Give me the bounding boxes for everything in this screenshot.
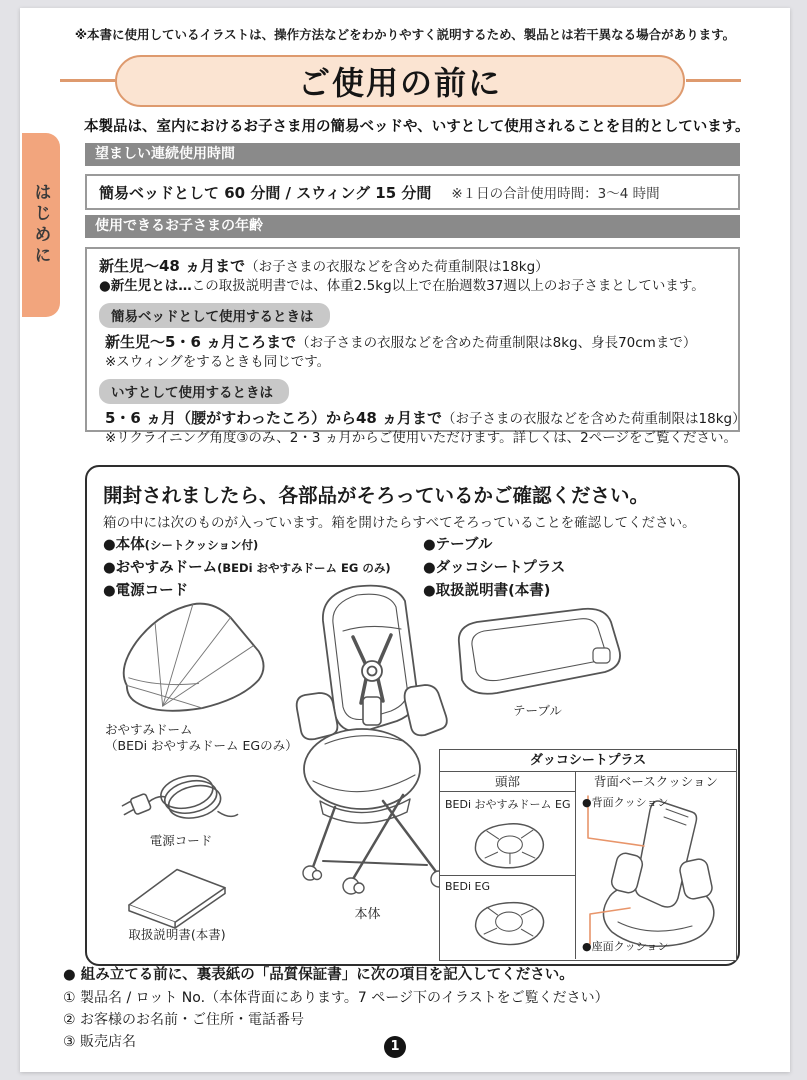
section-header-age: 使用できるお子さまの年齢 [85, 215, 740, 238]
footer-item-3: ③ 販売店名 [63, 1034, 137, 1050]
chair-usage-bold: 5・6 ヵ月（腰がすわったころ）から48 ヵ月まで [105, 409, 443, 427]
manual-icon [113, 857, 241, 929]
manual-page [20, 8, 790, 1072]
tray-icon [445, 601, 630, 703]
usage-time-note: ※１日の合計使用時間：3～4 時間 [451, 186, 660, 202]
bed-usage-line [99, 333, 726, 353]
parts-item-dome: ●おやすみドーム(BEDi おやすみドーム EG のみ) [103, 560, 391, 576]
page-number-badge: 1 [384, 1036, 406, 1058]
dome-label: おやすみドーム （BEDi おやすみドーム EGのみ） [105, 722, 298, 753]
power-cord-label: 電源コード [149, 833, 213, 848]
newborn-rest: この取扱説明書では、体重2.5kg以上で在胎週数37週以上のお子さまとしています。 [191, 278, 705, 294]
dakko-row-bedi-eg: BEDi EG [440, 876, 575, 959]
chair-label: 本体 [354, 907, 381, 922]
dakko-table-title: ダッコシートプラス [440, 750, 736, 772]
dakko-row-bedi-dome: BEDi おやすみドーム EG [440, 792, 575, 876]
sidebar-tab-hajimeni [22, 133, 60, 317]
intro-statement: 本製品は、室内におけるお子さま用の簡易ベッドや、いすとして使用されることを目的としています。 [84, 119, 750, 135]
parts-check-box [85, 465, 740, 966]
bed-usage-rest: （お子さまの衣服などを含めた荷重制限は8kg、身長70cmまで） [296, 335, 697, 351]
dakko-table-body [440, 772, 736, 959]
parts-item-dakko: ●ダッコシートプラス [423, 560, 566, 576]
banner-right-line [686, 79, 741, 82]
age-range-rest: （お子さまの衣服などを含めた荷重制限は18kg） [245, 259, 549, 275]
pillow-icon [466, 892, 552, 951]
dome-illustration [95, 593, 285, 725]
bed-usage-tag: 簡易ベッドとして使用するときは [99, 303, 330, 328]
manual-illustration [113, 857, 241, 929]
power-cord-illustration [115, 757, 247, 835]
newborn-definition-line [99, 277, 726, 296]
top-disclaimer-note: ※本書に使用しているイラストは、操作方法などをわかりやすく説明するため、製品とは若干異なる場合があります。 [74, 27, 736, 42]
head-pillow-illustration-2 [466, 892, 552, 950]
age-box [85, 247, 746, 446]
section-header-usage-time: 望ましい連続使用時間 [85, 143, 740, 166]
back-cushion-label: ●背面クッション [582, 796, 669, 809]
parts-title: 開封されましたら、各部品がそろっているかご確認ください。 [103, 484, 650, 507]
sidebar-tab-label: はじめに [30, 183, 51, 267]
power-cord-icon [115, 757, 247, 835]
chair-usage-note: ※リクライニング角度③のみ、2・3 ヵ月からご使用いただけます。詳しくは、2ページをご覧ください。 [105, 430, 737, 446]
tray-label: テーブル [513, 703, 562, 718]
back-cushion-icon [578, 792, 734, 956]
bed-usage-note: ※スウィングをするときも同じです。 [105, 354, 331, 370]
dakko-head-column [440, 772, 576, 959]
back-cushion-illustration [578, 792, 734, 956]
seat-cushion-label: ●座面クッション [582, 940, 669, 953]
manual-label: 取扱説明書(本書) [128, 927, 226, 942]
newborn-bold: ●新生児とは… [99, 278, 192, 294]
dakko-seat-table [439, 749, 737, 961]
parts-item-cord: ●電源コード [103, 583, 189, 599]
footer-bullet-line: ● 組み立てる前に、裏表紙の「品質保証書」に次の項目を記入してください。 [63, 967, 574, 983]
usage-time-main: 簡易ベッドとして 60 分間 / スウィング 15 分間 [99, 183, 432, 202]
footer-item-1: ① 製品名 / ロット No.（本体背面にあります。7 ページ下のイラストをご覧ください） [63, 990, 609, 1006]
parts-item-manual: ●取扱説明書(本書) [423, 583, 551, 599]
age-range-bold: 新生児～48 ヵ月まで [99, 257, 246, 275]
bed-usage-bold: 新生児～5・6 ヵ月ころまで [105, 333, 297, 351]
parts-subtitle: 箱の中には次のものが入っています。箱を開けたらすべてそろっていることを確認してください。 [103, 515, 696, 531]
parts-item-body: ●本体(シートクッション付) [103, 537, 259, 553]
dakko-head-column-header: 頭部 [440, 772, 575, 792]
dakko-back-column-header: 背面ベースクッション [593, 774, 719, 789]
age-range-line [99, 257, 726, 277]
tray-illustration [445, 601, 630, 703]
pillow-icon [466, 814, 552, 873]
chair-tag-row [99, 372, 726, 409]
dome-icon [95, 593, 285, 725]
bed-tag-row [99, 296, 726, 333]
banner-left-line [60, 79, 115, 82]
dakko-back-column [576, 772, 736, 959]
head-pillow-illustration-1 [466, 814, 552, 872]
footer-notes [63, 964, 609, 1053]
chair-usage-rest: （お子さまの衣服などを含めた荷重制限は18kg） [442, 411, 746, 427]
parts-item-tray: ●テーブル [423, 537, 493, 553]
footer-item-2: ② お客様のお名前・ご住所・電話番号 [63, 1012, 304, 1028]
usage-time-box [85, 174, 740, 210]
page-title: ご使用の前に [115, 55, 685, 107]
chair-usage-tag: いすとして使用するときは [99, 379, 289, 404]
chair-usage-line [99, 409, 746, 429]
